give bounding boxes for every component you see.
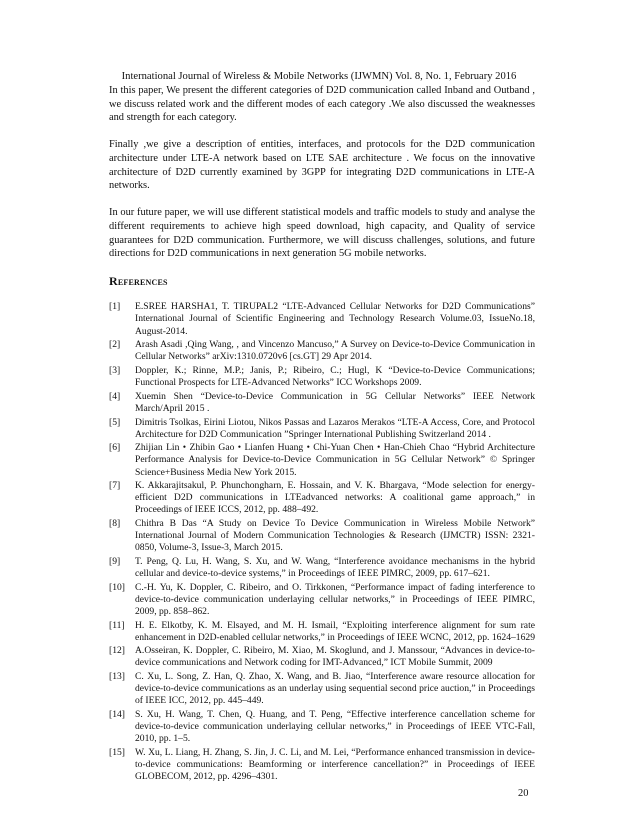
running-header: International Journal of Wireless & Mobile Networks (IJWMN) Vol. 8, No. 1, February 2016 <box>121 71 517 82</box>
reference-number: [5] <box>109 416 121 428</box>
reference-number: [10] <box>109 581 125 593</box>
paragraph-future-work: In our future paper, we will use different statistical models and traffic models to study and analyse the different requirements to achieve high speed download, high capacity, and Quality of service guarantees for D2D communication. Furthermore, we will discuss challenges, solutions, and future directions for D2D communications in next generation 5G mobile networks. <box>109 207 535 260</box>
reference-item-13 <box>109 671 535 707</box>
paragraph-architecture: Finally ,we give a description of entities, interfaces, and protocols for the D2D communication architecture under LTE-A network based on LTE SAE architecture . We focus on the innovative architecture of D2D currently examined by 3GPP for integrating D2D communications in LTE-A networks. <box>109 139 535 192</box>
reference-text: Chithra B Das “A Study on Device To Device Communication in Wireless Mobile Network” International Journal of Modern Communication Technologies & Research (IJMCTR) ISSN: 2321-0850, Volume-3, Issue-3, March 2015. <box>135 518 535 554</box>
reference-item-1 <box>109 301 535 337</box>
reference-number: [11] <box>109 619 125 631</box>
reference-item-15 <box>109 747 535 783</box>
reference-number: [4] <box>109 390 121 402</box>
reference-item-12 <box>109 645 535 669</box>
reference-text: H. E. Elkotby, K. M. Elsayed, and M. H. Ismail, “Exploiting interference alignment for sum rate enhancement in D2D-enabled cellular networks,” in Proceedings of IEEE WCNC, 2012, pp. 1624–1629 <box>135 619 535 643</box>
reference-text: T. Peng, Q. Lu, H. Wang, S. Xu, and W. Wang, “Interference avoidance mechanisms in the hybrid cellular and device-to-device systems,” in Proceedings of IEEE PIMRC, 2009, pp. 617–621. <box>135 555 535 580</box>
reference-item-6 <box>109 442 535 478</box>
reference-text: Zhijian Lin • Zhibin Gao • Lianfen Huang • Chi-Yuan Chen • Han-Chieh Chao “Hybrid Architecture Performance Analysis for Device-to-Device Communication in 5G Cellular Network” © Springer Science+Business Media New York 2015. <box>135 442 535 478</box>
reference-text: Arash Asadi ,Qing Wang, , and Vincenzo Mancuso,” A Survey on Device-to-Device Communication in Cellular Networks” arXiv:1310.0720v6 [cs.GT] 29 Apr 2014. <box>135 339 535 363</box>
reference-text: Doppler, K.; Rinne, M.P.; Janis, P.; Ribeiro, C.; Hugl, K “Device-to-Device Communications; Functional Prospects for LTE-Advanced Networks” ICC Workshops 2009. <box>135 364 535 389</box>
reference-text: W. Xu, L. Liang, H. Zhang, S. Jin, J. C. Li, and M. Lei, “Performance enhanced transmission in device-to-device communications: Beamforming or interference cancellation?” in Proceedings of IEEE GLOBECOM, 2012, pp. 4296–4301. <box>135 746 535 783</box>
reference-number: [13] <box>109 671 125 683</box>
reference-number: [9] <box>109 555 121 567</box>
paragraph-categories: In this paper, We present the different categories of D2D communication called Inband and Outband , we discuss related work and the different modes of each category .We also discussed the weaknesses and strength for each category. <box>109 85 535 124</box>
reference-item-7 <box>109 480 535 516</box>
reference-number: [2] <box>109 339 121 351</box>
reference-item-11 <box>109 620 535 644</box>
page-number: 20 <box>518 788 529 799</box>
reference-text: Dimitris Tsolkas, Eirini Liotou, Nikos Passas and Lazaros Merakos “LTE-A Access, Core, and Protocol Architecture for D2D Communication ”Springer International Publishing Switzerland 2014 . <box>135 416 535 440</box>
reference-list <box>109 301 535 783</box>
reference-item-8 <box>109 518 535 554</box>
reference-number: [1] <box>109 301 121 313</box>
reference-item-5 <box>109 417 535 441</box>
reference-number: [15] <box>109 746 125 758</box>
reference-text: K. Akkarajitsakul, P. Phunchongharn, E. Hossain, and V. K. Bhargava, “Mode selection for energy-efficient D2D communications in LTEadvanced networks: A coalitional game approach,” in Proceedings of IEEE ICCS, 2012, pp. 488–492. <box>135 480 535 516</box>
reference-text: A.Osseiran, K. Doppler, C. Ribeiro, M. Xiao, M. Skoglund, and J. Manssour, “Advances in device-to-device communications and Network coding for IMT-Advanced,” ICT Mobile Summit, 2009 <box>135 645 535 669</box>
reference-text: Xuemin Shen “Device-to-Device Communication in 5G Cellular Networks” IEEE Network March/April 2015 . <box>135 390 535 414</box>
reference-number: [6] <box>109 442 121 454</box>
references-heading: References <box>109 274 168 289</box>
reference-text: C.-H. Yu, K. Doppler, C. Ribeiro, and O. Tirkkonen, “Performance impact of fading interference to device-to-device communication underlaying cellular networks,” in Proceedings of IEEE PIMRC, 2009, pp. 858–862. <box>135 581 535 617</box>
reference-number: [3] <box>109 364 121 376</box>
reference-item-3 <box>109 365 535 389</box>
reference-item-2 <box>109 339 535 363</box>
reference-text: S. Xu, H. Wang, T. Chen, Q. Huang, and T. Peng, “Effective interference cancellation scheme for device-to-device communication underlaying cellular networks,” in Proceedings of IEEE VTC-Fall, 2010, pp. 1–5. <box>135 709 535 745</box>
reference-number: [8] <box>109 518 121 530</box>
body-text <box>109 84 535 785</box>
reference-item-9 <box>109 556 535 580</box>
reference-item-4 <box>109 391 535 415</box>
reference-text: E.SREE HARSHA1, T. TIRUPAL2 “LTE-Advanced Cellular Networks for D2D Communications” International Journal of Scientific Engineering and Technology Research Volume.03, IssueNo.18, August-2014. <box>135 301 535 337</box>
reference-text: C. Xu, L. Song, Z. Han, Q. Zhao, X. Wang, and B. Jiao, “Interference aware resource allocation for device-to-device communications as an underlay using sequential second price auction,” in Proceedings of IEEE ICC, 2012, pp. 445–449. <box>135 671 535 707</box>
reference-item-14 <box>109 709 535 745</box>
reference-number: [7] <box>109 480 121 492</box>
reference-number: [14] <box>109 709 125 721</box>
reference-number: [12] <box>109 645 125 657</box>
reference-item-10 <box>109 582 535 618</box>
